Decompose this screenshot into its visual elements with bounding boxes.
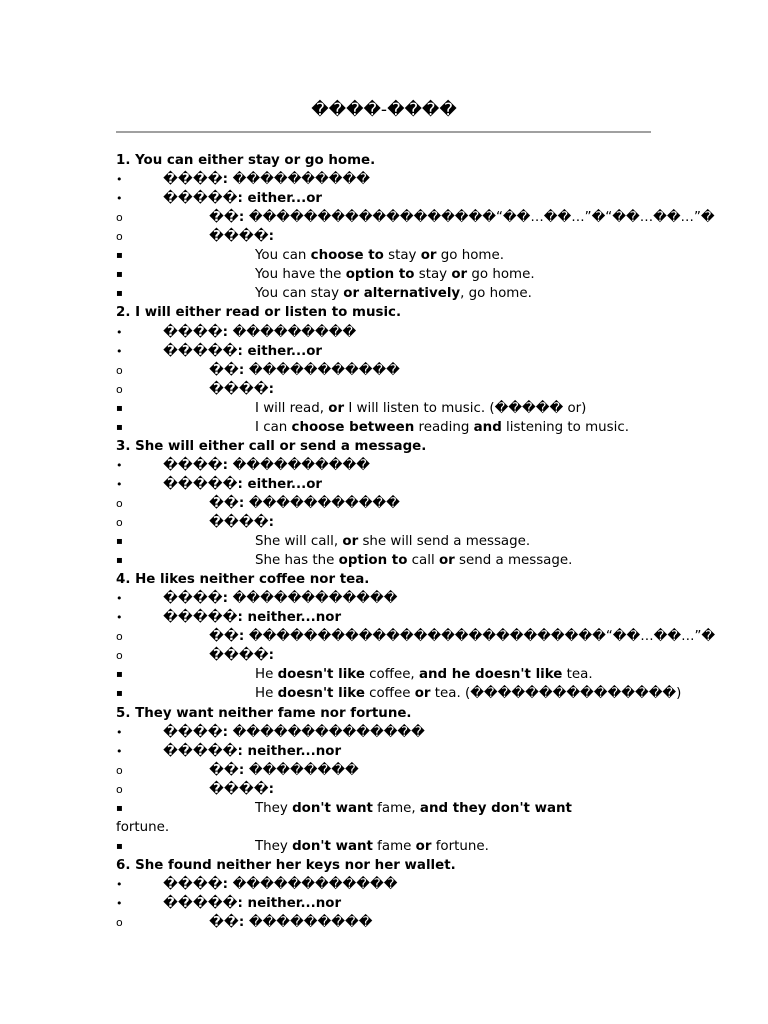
line-text	[255, 799, 572, 818]
line-text	[255, 684, 681, 703]
text: She will call,	[255, 534, 343, 549]
list-marker: •	[116, 458, 123, 472]
bold-text: or	[342, 534, 359, 549]
line-text	[116, 437, 426, 456]
title-divider	[116, 131, 651, 133]
bold-text: �����: neither...nor	[163, 610, 342, 626]
bold-text: ����:	[163, 457, 233, 473]
bold-text: ��:	[209, 495, 249, 511]
line-text	[163, 589, 397, 608]
text: ��������������	[232, 724, 425, 740]
bold-text: ��:	[209, 362, 249, 378]
bold-text: or	[420, 248, 437, 264]
list-marker: •	[116, 325, 123, 339]
list-marker: ▪	[116, 669, 123, 681]
line-text	[209, 646, 274, 665]
text: fortune.	[116, 819, 170, 835]
bold-text: ��:	[209, 762, 249, 778]
bold-text: ����:	[163, 324, 233, 340]
bold-text: option to	[345, 267, 415, 283]
bold-text: �����: neither...nor	[163, 743, 342, 759]
list-marker: •	[116, 744, 123, 758]
line-text	[163, 342, 322, 361]
bold-text: and he doesn't like	[418, 667, 563, 683]
line-text	[209, 208, 715, 227]
line-text	[209, 227, 274, 246]
line-text	[163, 170, 370, 189]
bold-text: 3. She will either call or send a message.	[116, 438, 427, 454]
list-marker: ▪	[116, 421, 123, 433]
line-text	[209, 380, 274, 399]
line-text	[163, 323, 356, 342]
text: You can	[255, 248, 311, 264]
text: she will send a message.	[358, 534, 531, 549]
list-marker: ▪	[116, 688, 123, 700]
list-marker: •	[116, 877, 123, 891]
bold-text: or	[438, 553, 455, 568]
bold-text: and	[473, 419, 502, 435]
text: I will read,	[255, 400, 329, 416]
bold-text: or	[415, 838, 432, 854]
page-title: ����-����	[311, 100, 457, 120]
text: ���������	[232, 324, 357, 340]
bold-text: 1. You can either stay or go home.	[116, 153, 376, 168]
text: She has the	[255, 553, 339, 568]
line-text	[255, 246, 504, 265]
line-text	[116, 856, 456, 875]
list-marker: •	[116, 173, 123, 187]
bold-text: ����:	[209, 515, 274, 530]
line-text	[255, 399, 586, 418]
list-marker: ▪	[116, 402, 123, 414]
bold-text: or	[414, 686, 431, 702]
text: , go home.	[460, 286, 532, 302]
text: fame	[372, 838, 416, 854]
list-marker: ▪	[116, 840, 123, 852]
line-text	[255, 418, 629, 437]
line-text	[116, 704, 412, 723]
text: ��������	[248, 762, 359, 778]
list-marker: o	[116, 649, 123, 663]
bold-text: ��:	[209, 210, 249, 226]
bold-text: ����:	[163, 724, 233, 740]
bold-text: ����:	[163, 172, 233, 188]
list-marker: o	[116, 916, 123, 929]
bold-text: ����:	[209, 381, 274, 397]
bold-text: choose to	[310, 248, 384, 264]
line-text	[163, 456, 370, 475]
text: go home.	[467, 267, 535, 283]
text: You have the	[255, 267, 346, 283]
text: coffee	[364, 686, 415, 702]
text: reading	[414, 419, 474, 435]
text: I can	[255, 419, 292, 435]
bold-text: or alternatively	[343, 286, 461, 302]
text: send a message.	[454, 553, 573, 568]
text: ����������	[232, 457, 370, 473]
bold-text: doesn't like	[277, 686, 365, 702]
text: call	[407, 553, 439, 568]
bold-text: 4. He likes neither coffee nor tea.	[116, 572, 370, 588]
line-text	[116, 570, 369, 589]
text: ������������������“��…��…”�“��…��…”�	[248, 210, 715, 226]
list-marker: o	[116, 496, 123, 510]
line-text	[163, 742, 341, 761]
line-text	[116, 818, 169, 837]
line-text	[209, 361, 400, 380]
bold-text: or	[328, 400, 345, 416]
text: They	[255, 800, 293, 816]
line-text	[255, 532, 530, 551]
bold-text: or	[451, 267, 468, 283]
list-marker: o	[116, 763, 123, 777]
list-marker: ▪	[116, 250, 123, 262]
line-text	[255, 665, 593, 684]
text: You can stay	[255, 286, 344, 302]
line-text	[255, 265, 535, 284]
bold-text: don't want	[292, 838, 373, 854]
list-marker: •	[116, 477, 123, 491]
text: listening to music.	[501, 419, 629, 435]
list-marker: o	[116, 363, 123, 377]
bold-text: �����: either...or	[163, 476, 322, 492]
list-marker: ▪	[116, 269, 123, 281]
bold-text: and they don't want	[419, 800, 572, 816]
bold-text: ����:	[209, 648, 274, 664]
bold-text: doesn't like	[277, 667, 365, 683]
list-marker: ▪	[116, 288, 123, 300]
bold-text: 5. They want neither fame nor fortune.	[116, 705, 412, 721]
line-text	[209, 761, 359, 780]
list-marker: o	[116, 230, 123, 244]
line-text	[116, 151, 375, 170]
list-marker: •	[116, 344, 123, 358]
bold-text: don't want	[292, 800, 373, 816]
bold-text: ����:	[209, 229, 274, 245]
list-marker: o	[116, 516, 123, 529]
bold-text: �����: either...or	[163, 191, 322, 207]
text: ����������	[232, 172, 370, 188]
list-marker: •	[116, 725, 123, 739]
text: go home.	[436, 248, 504, 264]
text: �����������	[248, 362, 400, 378]
list-marker: o	[116, 630, 123, 644]
bold-text: ��:	[209, 629, 249, 645]
bold-text: ��:	[209, 915, 249, 930]
list-marker: •	[116, 192, 123, 206]
line-text	[163, 723, 425, 742]
list-marker: ▪	[116, 802, 123, 814]
text: They	[255, 838, 293, 854]
line-text	[209, 513, 274, 532]
line-text	[116, 303, 401, 322]
bold-text: 2. I will either read or listen to music.	[116, 305, 402, 321]
text: He	[255, 667, 278, 683]
list-marker: ▪	[116, 536, 123, 547]
line-text	[163, 189, 322, 208]
line-text	[163, 894, 341, 913]
text: tea. (���������������)	[430, 686, 682, 702]
line-text	[209, 627, 715, 646]
text: stay	[383, 248, 421, 264]
list-marker: o	[116, 211, 123, 225]
list-marker: o	[116, 782, 123, 796]
bold-text: choose between	[291, 419, 415, 435]
line-text	[209, 780, 274, 799]
line-text	[255, 551, 572, 570]
text: stay	[414, 267, 452, 283]
text: fame,	[372, 800, 420, 816]
text: ���������	[248, 915, 373, 930]
bold-text: �����: either...or	[163, 343, 322, 359]
list-marker: o	[116, 382, 123, 396]
line-text	[163, 875, 397, 894]
list-marker: •	[116, 611, 123, 625]
line-text	[255, 284, 532, 303]
line-text	[209, 494, 400, 513]
bold-text: �����: neither...nor	[163, 896, 342, 911]
text: I will listen to music. (����� or)	[344, 400, 587, 416]
text: coffee,	[364, 667, 419, 683]
line-text	[163, 608, 341, 627]
line-text	[163, 475, 322, 494]
bold-text: 6. She found neither her keys nor her wallet.	[116, 857, 456, 873]
bold-text: option to	[338, 553, 408, 568]
line-text	[209, 913, 372, 932]
bold-text: ����:	[163, 591, 233, 607]
text: tea.	[562, 667, 593, 683]
text: �����������	[248, 495, 400, 511]
line-text	[255, 837, 489, 856]
text: fortune.	[431, 838, 489, 854]
bold-text: ����:	[209, 781, 274, 797]
bold-text: ����:	[163, 876, 233, 892]
text: ������������	[232, 876, 398, 892]
text: He	[255, 686, 278, 702]
text: ������������	[232, 591, 398, 607]
list-marker: ▪	[116, 555, 123, 566]
list-marker: •	[116, 897, 123, 910]
text: ��������������������������“��…��…”�	[248, 629, 716, 645]
list-marker: •	[116, 592, 123, 606]
